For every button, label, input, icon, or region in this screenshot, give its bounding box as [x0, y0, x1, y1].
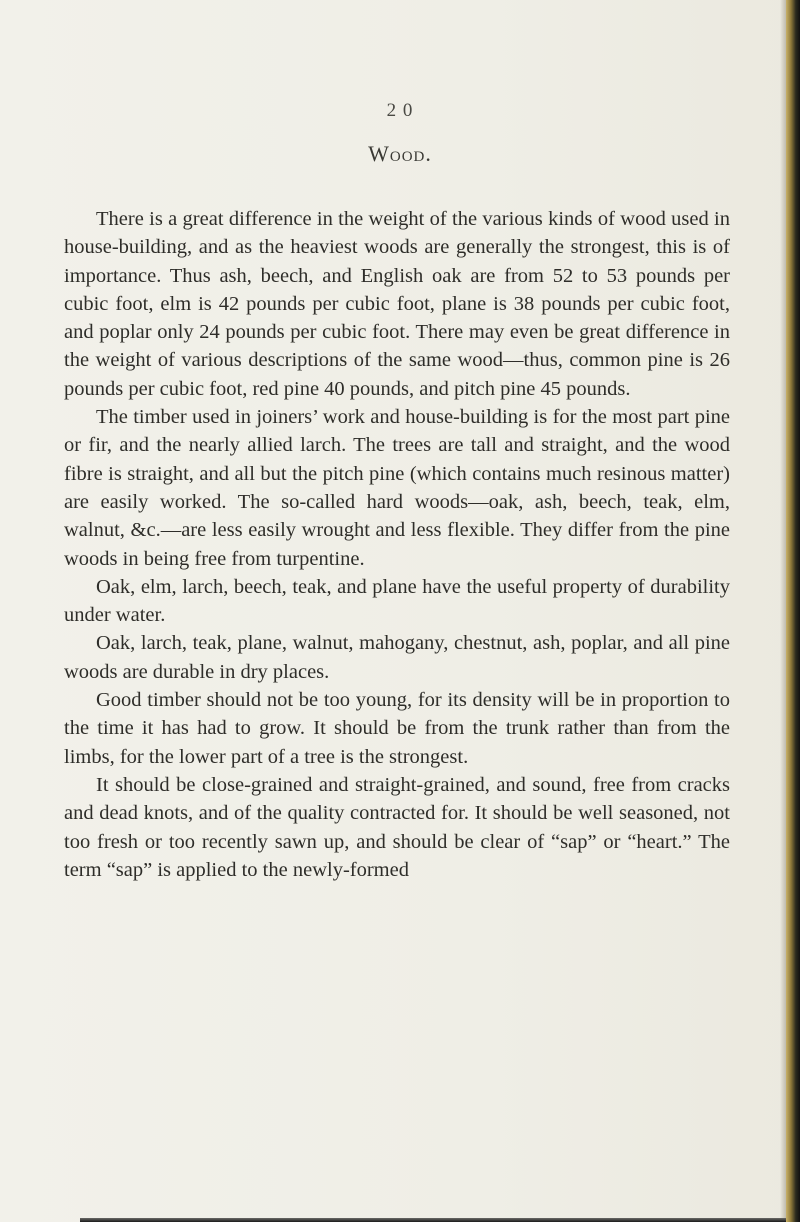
- paragraph-weight: There is a great difference in the weight of the various kinds of wood used in house-building, and as the heaviest woods are generally the strongest, this is of importance. Thus ash, beech, and English oak are from 52 to 53 pounds per cubic foot, elm is 42 pounds per cubic foot, plane is 38 pounds per cubic foot, and poplar only 24 pounds per cubic foot. There may even be great difference in the weight of various descriptions of the same wood—thus, common pine is 26 pounds per cubic foot, red pine 40 pounds, and pitch pine 45 pounds.: [64, 208, 730, 400]
- page-number: 2 0: [386, 100, 414, 121]
- chapter-heading: Wood.: [368, 141, 432, 166]
- page-bottom-edge: [80, 1218, 786, 1222]
- paragraph-durability-dry: Oak, larch, teak, plane, walnut, mahogany, chestnut, ash, poplar, and all pine woods are durable in dry places.: [64, 632, 730, 683]
- paragraph-good-timber: Good timber should not be too young, for its density will be in proportion to the time it has had to grow. It should be from the trunk rather than from the limbs, for the lower part of a tree is the strongest.: [64, 689, 730, 768]
- paragraph-durability-water: Oak, elm, larch, beech, teak, and plane have the useful property of durability under water.: [64, 575, 730, 627]
- book-binding-edge: [786, 0, 800, 1222]
- paragraph-timber: The timber used in joiners’ work and house-building is for the most part pine or fir, and the nearly allied larch. The trees are tall and straight, and the wood fibre is straight, and all but the pitch pine (which contains much resinous matter) are easily worked. The so-called hard woods—oak, ash, beech, teak, elm, walnut, &c.—are less easily wrought and less flexible. They differ from the pine woods in being free from turpentine.: [64, 406, 730, 570]
- paragraph-grain: It should be close-grained and straight-grained, and sound, free from cracks and dead knots, and of the quality contracted for. It should be well seasoned, not too fresh or too recently sawn up, and should be clear of “sap” or “heart.” The term “sap” is applied to the newly-formed: [64, 773, 730, 881]
- body-text: [64, 205, 730, 884]
